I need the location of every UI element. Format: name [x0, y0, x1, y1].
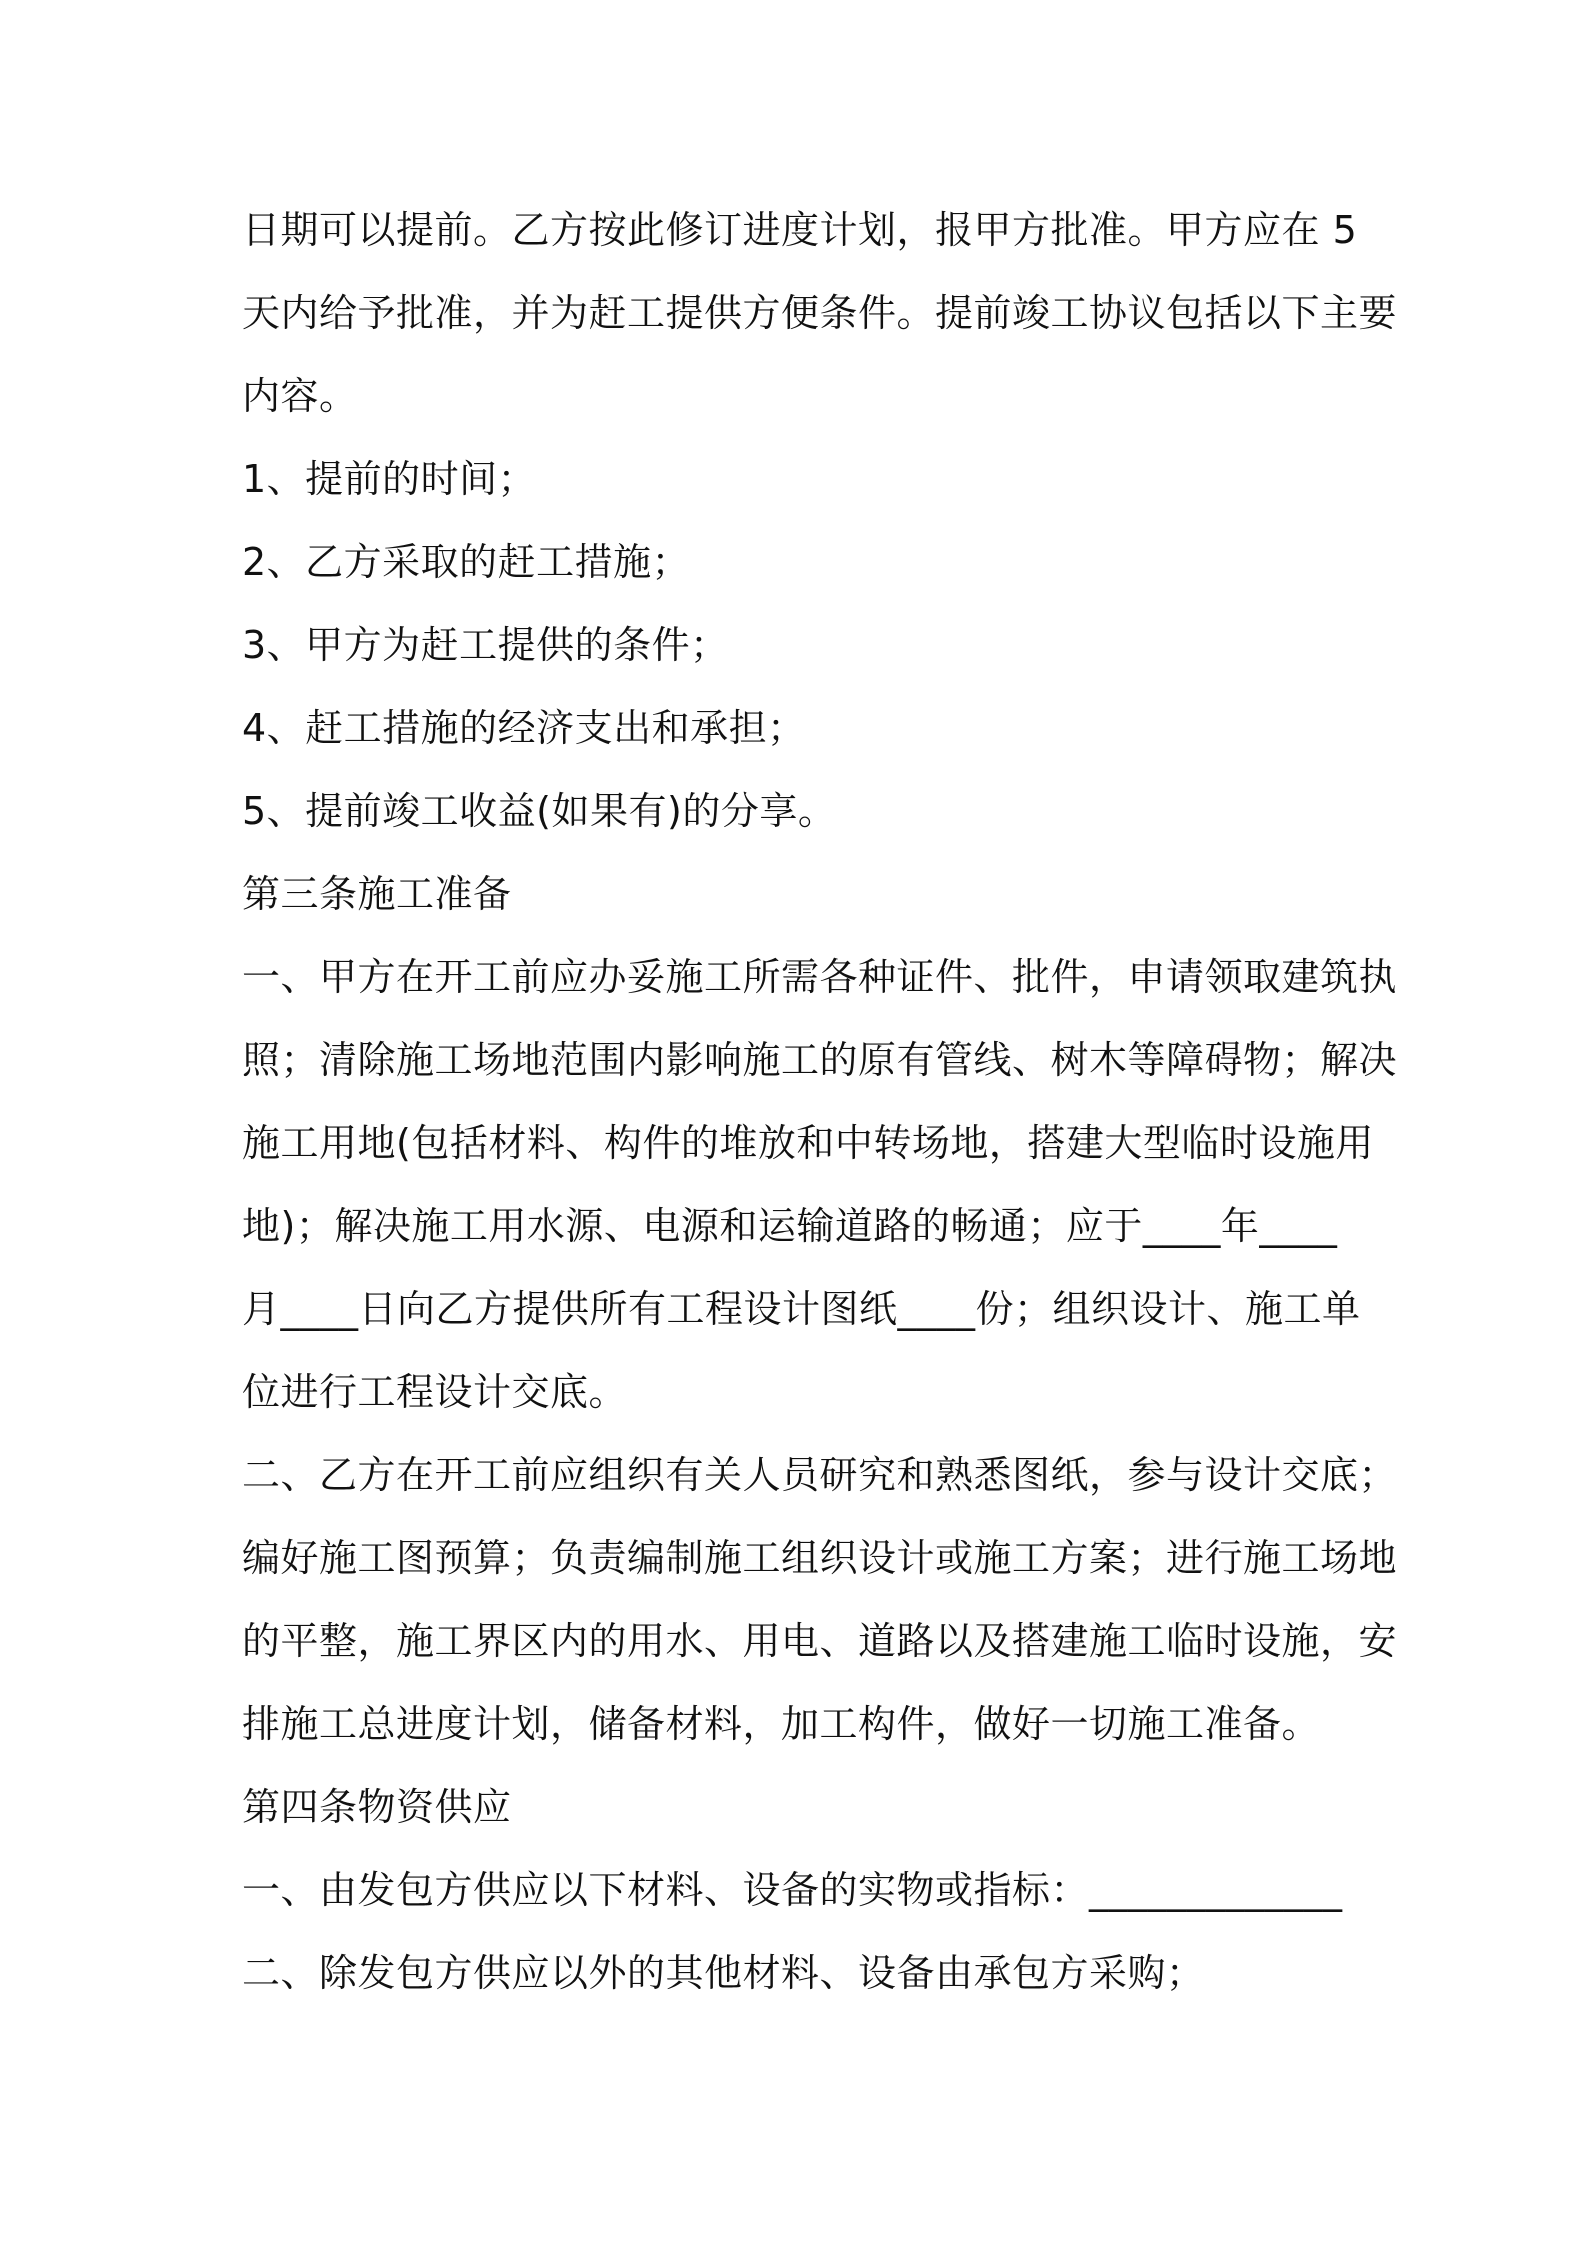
paragraph-line: 日期可以提前。乙方按此修订进度计划，报甲方批准。甲方应在 5	[242, 208, 1358, 252]
paragraph-line: 位进行工程设计交底。	[242, 1370, 628, 1414]
paragraph-line: 一、甲方在开工前应办妥施工所需各种证件、批件，申请领取建筑执	[242, 955, 1398, 999]
list-item: 5、提前竣工收益(如果有)的分享。	[242, 789, 837, 833]
paragraph-line: 地)；解决施工用水源、电源和运输道路的畅通；应于____年____	[242, 1204, 1338, 1248]
list-item: 3、甲方为赶工提供的条件；	[242, 623, 729, 667]
paragraph-line: 二、乙方在开工前应组织有关人员研究和熟悉图纸，参与设计交底；	[242, 1453, 1398, 1497]
paragraph-line: 施工用地(包括材料、构件的堆放和中转场地，搭建大型临时设施用	[242, 1121, 1374, 1165]
paragraph-line: 月____日向乙方提供所有工程设计图纸____份；组织设计、施工单	[242, 1287, 1361, 1331]
section-heading: 第三条施工准备	[242, 872, 512, 916]
paragraph-line: 排施工总进度计划，储备材料，加工构件，做好一切施工准备。	[242, 1702, 1321, 1746]
paragraph-line: 二、除发包方供应以外的其他材料、设备由承包方采购；	[242, 1951, 1205, 1995]
list-item: 2、乙方采取的赶工措施；	[242, 540, 691, 584]
list-item: 1、提前的时间；	[242, 457, 537, 501]
section-heading: 第四条物资供应	[242, 1785, 512, 1829]
paragraph-line: 内容。	[242, 374, 358, 418]
paragraph-line: 的平整，施工界区内的用水、用电、道路以及搭建施工临时设施，安	[242, 1619, 1398, 1663]
paragraph-line: 照；清除施工场地范围内影响施工的原有管线、树木等障碍物；解决	[242, 1038, 1398, 1082]
paragraph-line: 一、由发包方供应以下材料、设备的实物或指标：_____________	[242, 1868, 1343, 1912]
paragraph-line: 天内给予批准，并为赶工提供方便条件。提前竣工协议包括以下主要	[242, 291, 1398, 335]
list-item: 4、赶工措施的经济支出和承担；	[242, 706, 806, 750]
paragraph-line: 编好施工图预算；负责编制施工组织设计或施工方案；进行施工场地	[242, 1536, 1398, 1580]
